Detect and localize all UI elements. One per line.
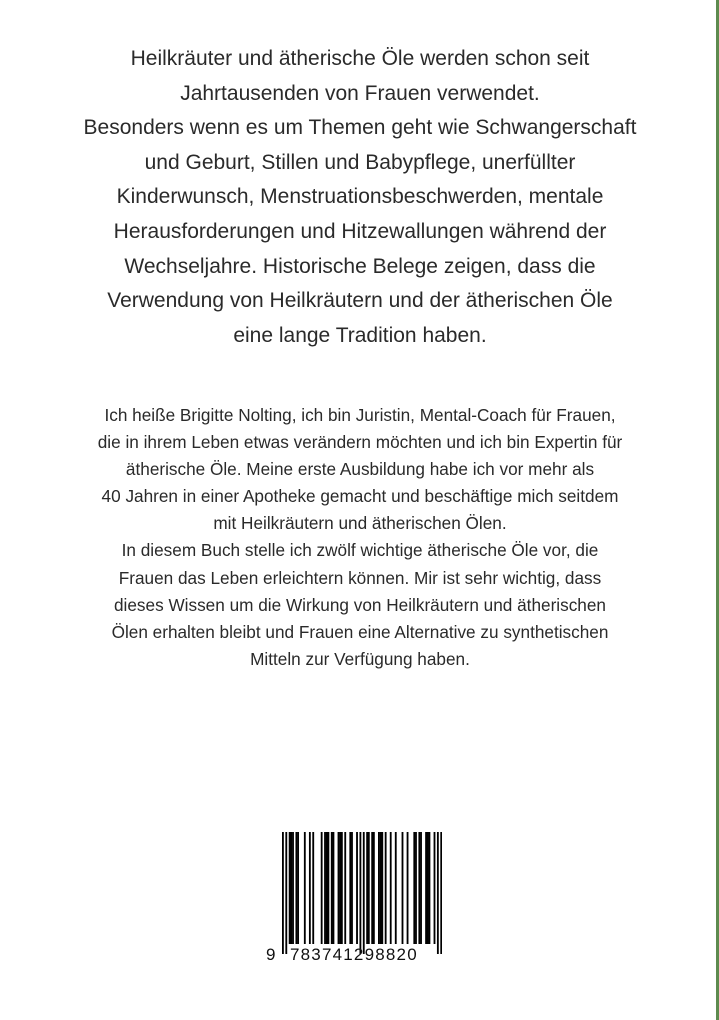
isbn-barcode	[282, 830, 442, 960]
author-line: Frauen das Leben erleichtern können. Mir ist sehr wichtig, dass	[118, 567, 602, 588]
barcode-bar	[415, 832, 417, 944]
author-line: Ich heiße Brigitte Nolting, ich bin Juristin, Mental-Coach für Frauen,	[104, 405, 616, 425]
barcode-bar	[434, 832, 436, 944]
barcode-bar	[292, 832, 294, 944]
author-line: die in ihrem Leben etwas verändern möchten und ich bin Expertin für	[97, 432, 623, 453]
barcode-bar	[344, 832, 346, 944]
author-line: 40 Jahren in einer Apotheke gemacht und beschäftige mich seitdem	[101, 486, 619, 507]
barcode-bars	[282, 830, 442, 960]
barcode-bar	[321, 832, 323, 944]
intro-paragraph	[60, 42, 660, 353]
isbn-number	[262, 945, 462, 969]
barcode-bar	[339, 832, 341, 944]
isbn-lead-digit: 9	[266, 945, 277, 964]
barcode-bar	[341, 832, 343, 944]
barcode-bar	[351, 832, 353, 944]
barcode-bar	[297, 832, 299, 944]
barcode-bar	[413, 832, 415, 944]
barcode-bar	[420, 832, 422, 944]
barcode-bar	[381, 832, 383, 944]
barcode-guard-bar	[359, 832, 361, 954]
barcode-bar	[349, 832, 351, 944]
barcode-bar	[368, 832, 370, 944]
barcode-bar	[407, 832, 409, 944]
barcode-bar	[385, 832, 387, 944]
intro-line: Jahrtausenden von Frauen verwendet.	[180, 81, 540, 105]
intro-line: und Geburt, Stillen und Babypflege, unerfüllter	[144, 150, 576, 174]
intro-line: Heilkräuter und ätherische Öle werden schon seit	[130, 47, 590, 70]
barcode-bar	[312, 832, 314, 944]
intro-line: Wechseljahre. Historische Belege zeigen, dass die	[124, 254, 596, 278]
barcode-bar	[289, 832, 291, 944]
barcode-guard-bar	[437, 832, 439, 954]
barcode-bar	[378, 832, 380, 944]
barcode-bar	[402, 832, 404, 944]
barcode-bar	[333, 832, 335, 944]
barcode-bar	[290, 832, 292, 944]
author-line: Mitteln zur Verfügung haben.	[250, 648, 470, 669]
barcode-bar	[327, 832, 329, 944]
barcode-bar	[366, 832, 368, 944]
barcode-bar	[304, 832, 306, 944]
barcode-bar	[324, 832, 326, 944]
barcode-bar	[309, 832, 311, 944]
barcode-bar	[373, 832, 375, 944]
intro-line: Herausforderungen und Hitzewallungen während der	[113, 219, 607, 243]
author-line: mit Heilkräutern und ätherischen Ölen.	[213, 513, 507, 534]
isbn-digits: 783741298820	[290, 945, 418, 964]
author-paragraph	[40, 402, 680, 673]
barcode-bar	[427, 832, 429, 944]
author-line: dieses Wissen um die Wirkung von Heilkräutern und ätherischen	[114, 594, 606, 615]
barcode-guard-bar	[282, 832, 284, 954]
author-line: In diesem Buch stelle ich zwölf wichtige ätherische Öle vor, die	[121, 540, 599, 561]
author-line: ätherische Öle. Meine erste Ausbildung habe ich vor mehr als	[125, 459, 595, 480]
intro-line: eine lange Tradition haben.	[233, 323, 487, 347]
barcode-bar	[395, 832, 397, 944]
barcode-bar	[390, 832, 392, 944]
intro-line: Besonders wenn es um Themen geht wie Schwangerschaft	[83, 116, 637, 140]
barcode-bar	[326, 832, 328, 944]
barcode-guard-bar	[440, 832, 442, 954]
barcode-bar	[338, 832, 340, 944]
barcode-guard-bar	[285, 832, 287, 954]
barcode-guard-bar	[363, 832, 365, 954]
barcode-bar	[331, 832, 333, 944]
intro-line: Kinderwunsch, Menstruationsbeschwerden, mentale	[116, 185, 604, 209]
barcode-bar	[371, 832, 373, 944]
barcode-bar	[418, 832, 420, 944]
author-line: Ölen erhalten bleibt und Frauen eine Alternative zu synthetischen	[111, 621, 609, 642]
barcode-bar	[295, 832, 297, 944]
barcode-bar	[429, 832, 431, 944]
barcode-bar	[425, 832, 427, 944]
barcode-bar	[380, 832, 382, 944]
intro-line: Verwendung von Heilkräutern und der ätherischen Öle	[107, 289, 613, 313]
barcode-bar	[356, 832, 358, 944]
